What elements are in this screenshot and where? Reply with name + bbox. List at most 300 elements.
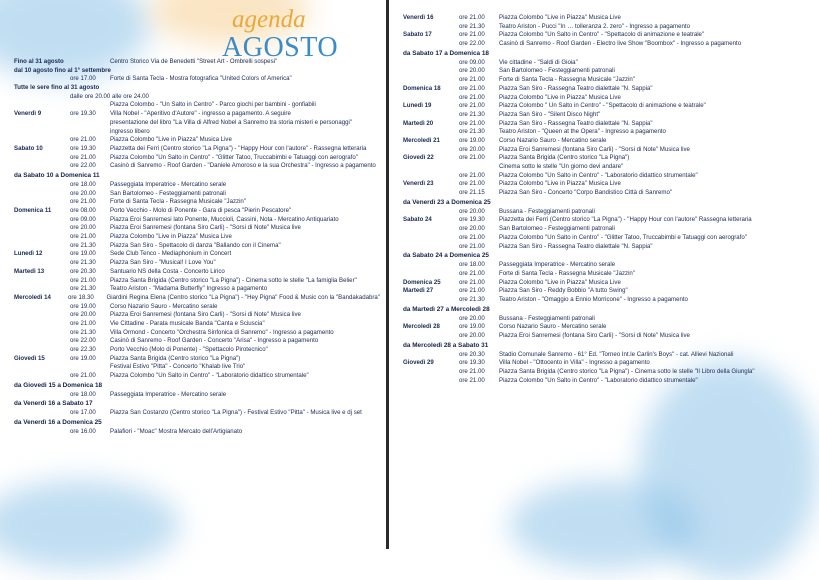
event-day: Giovedì 22 [403,154,434,162]
event-description: Piazza Eroi Sanremesi (fontana Siro Carli) - "Sorsi di Note" Musica live [499,145,690,153]
event-day [14,233,70,242]
event-day [403,189,459,198]
event-description: Corso Nazario Sauro - Mercatino serale [499,136,607,144]
event-time: ore 20.00 [70,189,96,197]
event-time: ore 21.00 [459,278,485,286]
event-description: Forte di Santa Tecla - Mostra fotografica "United Colors of America" [110,75,292,83]
event-day: Venerdì 9 [14,110,42,118]
event-day [403,332,459,341]
event-time: ore 21.30 [459,128,485,136]
watercolor-wash-bottom-center [509,480,699,570]
event-day [403,296,459,305]
event-time: ore 21.15 [459,189,485,197]
event-description: Piazza Colombo "Un Salto in Centro" - "Glitter Tatoo, Truccabimbi e Tatuaggi con aerografo" [499,233,747,241]
event-row [14,181,380,190]
event-time: ore 18.00 [459,261,485,269]
event-time: ore 19.30 [70,110,96,118]
event-row [14,372,380,381]
event-day [403,208,459,217]
event-time: ore 21.00 [459,84,485,92]
event-row [14,67,380,76]
event-time [70,119,110,128]
event-day [14,119,70,128]
date-range-heading: da Venerdì 16 a Sabato 17 [14,400,93,408]
event-description: Casinò di Sanremo - Roof Garden - "Daniele Amoroso e la sua Orchestra" - Ingresso a pagamento [110,162,376,170]
event-time [70,101,110,110]
event-time: ore 16.00 [70,428,96,436]
event-time: ore 19.30 [70,144,96,152]
event-row [14,242,380,251]
event-time: ore 21.00 [70,276,96,284]
date-range-heading: da Sabato 24 a Domenica 25 [403,252,489,260]
event-time: ore 21.00 [459,154,485,162]
event-row [14,101,380,110]
event-day: Tutte le sere fino al 31 agosto [14,84,100,92]
watercolor-wash-bottom-left [0,480,180,570]
event-description: Sede Club Tenco - Mediaphonium in Concert [110,250,232,258]
event-time: ore 21.30 [459,295,485,303]
event-day [14,224,70,233]
event-day [14,329,70,338]
event-day: Fino al 31 agosto [14,58,64,65]
event-row [14,162,380,171]
event-day [14,346,70,355]
event-time [70,67,110,76]
event-description: San Bartolomeo - Festeggiamenti patronali [110,189,226,197]
event-description: Piazza San Siro - "Silent Disco Night" [499,110,601,118]
event-description: Teatro Ariston - "Omaggio a Ennio Morricone" - Ingresso a pagamento [499,295,688,303]
event-description: Piazza San Costanzo (Centro storico "La Pigna") - Festival Estivo "Pitta" - Musica live e dj set [110,409,362,417]
event-row [403,94,769,103]
event-day [403,94,459,103]
left-page [0,0,386,549]
event-day [14,136,70,145]
right-event-list [403,14,769,385]
event-row [14,233,380,242]
event-day: Martedì 20 [403,119,434,127]
event-time: ore 21.00 [459,180,485,188]
event-description: Forte di Santa Tecla - Rassegna Musicale "Jazzin" [499,76,635,84]
event-day [403,163,459,172]
event-time: ore 21.00 [459,14,485,21]
event-time: ore 20.00 [459,67,485,75]
event-description: Stadio Comunale Sanremo - 61° Ed. "Torneo Int.le Carlin's Boys" - cat. Allievi Nazionali [499,350,734,358]
event-row [14,136,380,145]
event-time: ore 20.00 [70,311,96,319]
event-day [14,162,70,171]
event-day: Mercoledì 28 [403,323,440,331]
event-row [14,355,380,364]
event-row [403,270,769,279]
event-description: Vie cittadine - "Saldi di Gioia" [499,58,578,66]
event-day [403,351,459,360]
event-description: Teatro Ariston - "Madama Butterfly" Ingresso a pagamento [110,285,268,293]
event-description: Piazza Colombo "Live in Piazza" Musica Live [110,233,232,241]
event-description: Piazza Colombo "Live in Piazza" Musica Live [499,14,621,21]
event-time: ore 21.30 [459,22,485,30]
event-description: Giardini Regina Elena (Centro storico "La Pigna") - "Hey Pigna" Food & Music con la "Bandakadabra" [106,293,380,301]
event-description: Piazza Santa Brigida (Centro storico "La Pigna") - Cinema sotto le stelle "La famiglia Belier" [110,276,357,284]
event-description: Piazza Colombo "Un Salto in Centro" - "Laboratorio didattico strumentale" [499,376,698,384]
event-row [403,128,769,137]
event-row [403,146,769,155]
event-row [403,332,769,341]
event-row [14,428,380,437]
event-row [403,31,769,40]
event-time: ore 21.00 [459,376,485,384]
event-description: Casinò di Sanremo - Roof Garden - Concerto "Arisa" - Ingresso a pagamento [110,337,319,345]
event-day [14,198,70,207]
event-time: ore 20.00 [459,145,485,153]
event-time: ore 18.00 [70,390,96,398]
event-day [14,75,70,84]
date-range-heading: da Giovedì 15 a Domenica 18 [14,381,103,389]
event-row [14,145,380,154]
event-row [403,315,769,324]
event-description: Forte di Santa Tecla - Rassegna Musicale "Jazzin" [110,198,246,206]
event-description: Piazza Colombo "Un Salto in Centro" - "Laboratorio didattico strumentale" [110,372,309,380]
event-description: Porto Vecchio - Molo di Ponente - Gara di pesca "Pierin Pescatore" [110,207,292,214]
event-row [403,59,769,68]
event-day: Domenica 11 [14,207,52,214]
event-description: Villa Ormond - Concerto "Orchestra Sinfonica di Sanremo" - Ingresso a pagamento [110,328,334,336]
event-day [14,101,70,110]
month-title: AGOSTO [222,32,339,63]
date-range-heading: da Venerdì 16 a Domenica 25 [14,419,102,427]
event-description: Passeggiata Imperatrice - Mercatino serale [110,180,227,188]
event-row [14,110,380,119]
event-description: Piazza Colombo - "Un Salto in Centro" - Parco giochi per bambini - gonfiabili [110,101,316,109]
event-time: ore 20.00 [459,332,485,339]
date-range-heading: da Mercoledì 28 a Sabato 31 [403,341,489,349]
event-day [403,40,459,49]
event-row [14,294,380,303]
event-day: Lunedì 19 [403,102,432,110]
event-description: ingresso libero [110,127,150,135]
event-row [403,23,769,32]
event-time: ore 20.30 [70,267,96,275]
event-time: ore 19.00 [70,354,96,362]
event-day: Mercoledì 14 [14,293,51,301]
event-description: Piazza San Siro - Spettacolo di danza "Ballando con il Cinema" [110,241,281,249]
event-row [403,225,769,234]
event-row [14,128,380,137]
event-description: presentazione del libro "La Villa di Alfred Nobel a Sanremo tra storia misteri e personaggi" [110,118,352,126]
event-description: Palafiori - "Moac" Mostra Mercato dell'Artigianato [110,428,243,436]
event-time: ore 20.30 [459,350,485,358]
event-day [14,337,70,346]
event-description: Piazza San Siro - Rassegna Teatro dialettale "N. Sappia" [499,119,653,127]
event-row [403,216,769,225]
event-row [14,259,380,268]
event-day [403,59,459,68]
event-day [403,315,459,324]
event-row [403,180,769,189]
event-day [14,409,70,418]
event-description: Corso Nazario Sauro - Mercatino serale [110,302,218,310]
event-day [403,67,459,76]
event-description: Piazzetta dei Ferri (Centro storico "La Pigna") - "Happy Hour con l'autore" - Rassegna letteraria [110,144,367,152]
event-time [70,363,110,372]
event-description: Corso Nazario Sauro - Mercatino serale [499,323,607,331]
event-row [14,363,380,372]
event-description: Piazza Colombo "Un Salto in Centro" - "Glitter Tatoo, Truccabimbi e Tatuaggi con aerografo" [110,153,358,161]
event-row [14,391,380,400]
event-description: Piazza Eroi Sanremesi (fontana Siro Carli) - "Sorsi di Note" Musica live [499,332,690,339]
date-range-heading: da Sabato 17 a Domenica 18 [403,49,489,57]
event-time: ore 17.00 [70,75,96,83]
event-row [403,261,769,270]
event-day: Martedì 27 [403,287,434,295]
event-day [14,320,70,329]
event-row [403,67,769,76]
event-description: Piazza San Siro - "Musical! I Love You" [110,259,216,267]
event-row [403,120,769,129]
event-row [14,320,380,329]
event-description: Festival Estivo "Pitta" - Concerto "Khalab live Trio" [110,363,246,371]
event-day [14,216,70,225]
event-time: ore 18.30 [67,293,94,301]
event-day: Domenica 25 [403,278,441,286]
event-row [14,93,380,102]
event-day [14,93,70,102]
event-time: ore 22.00 [70,337,96,345]
event-row [14,58,380,67]
event-description: Vie Cittadine - Parata musicale Banda "Canta e Sciuscia" [110,319,265,327]
event-description: Santuario NS della Costa - Concerto Lirico [110,267,225,275]
event-time: ore 20.00 [459,207,485,215]
event-day [14,242,70,251]
event-time: ore 19.00 [459,136,485,144]
event-description: San Bartolomeo - Festeggiamenti patronali [499,225,615,233]
event-time: ore 17.00 [70,409,96,417]
event-row [14,346,380,355]
event-time: ore 19.00 [70,302,96,310]
event-day: Sabato 24 [403,216,432,224]
event-description: Piazza Colombo " Un Salto in Centro" - "Spettacolo di animazione e teatrale" [499,102,706,110]
event-time: ore 21.00 [70,372,96,380]
event-time: ore 21.00 [70,153,96,161]
event-time: ore 21.30 [70,285,96,293]
event-row [14,268,380,277]
event-description: Forte di Santa Tecla - Rassegna Musicale "Jazzin" [499,269,635,277]
event-day [14,190,70,199]
agenda-script-title: agenda [232,6,306,33]
event-time: ore 21.30 [70,259,96,267]
date-range-heading: da Martedì 27 a Mercoledì 28 [403,305,490,313]
event-row [14,216,380,225]
event-row [403,137,769,146]
event-time [70,128,110,137]
event-day [403,111,459,120]
event-day [14,277,70,286]
event-description [110,67,380,76]
event-day: Giovedì 29 [403,359,434,367]
event-day: Sabato 10 [14,144,43,152]
event-description: Piazza Eroi Sanremesi (fontana Siro Carli) - "Sorsi di Note" Musica live [110,224,301,232]
event-time: ore 22.00 [459,40,485,48]
event-time: ore 21.30 [70,328,96,336]
event-time: ore 21.00 [70,198,96,206]
event-description: Porto Vecchio (Molo di Ponente) - "Spettacolo Pirotecnico" [110,346,268,353]
event-row [14,277,380,286]
event-row [14,285,380,294]
event-description: San Bartolomeo - Festeggiamenti patronali [499,67,615,75]
event-day: Mercoledì 21 [403,136,440,144]
event-description: Passeggiata Imperatrice - Mercatino serale [110,390,227,398]
event-day: Venerdì 23 [403,180,434,188]
event-description: Piazza Eroi Sanremesi (fontana Siro Carli) - "Sorsi di Note" Musica live [110,311,301,319]
event-description: Cinema sotto le stelle "Un giorno devi andare" [499,163,624,170]
event-time: ore 19.30 [459,359,485,367]
event-time: ore 21.00 [459,269,485,277]
event-time: ore 21.00 [70,319,96,327]
event-description [110,93,380,102]
event-time: ore 22.00 [70,162,96,170]
event-day [14,363,70,372]
event-row [403,243,769,252]
event-time: ore 21.00 [459,233,485,241]
event-day: Venerdì 16 [403,14,434,21]
event-row [14,119,380,128]
event-time: ore 19.00 [70,250,96,258]
event-row [14,337,380,346]
event-row [403,208,769,217]
event-day [403,146,459,155]
event-day [14,285,70,294]
event-row [403,279,769,288]
event-day [14,372,70,381]
event-time: ore 21.00 [70,136,96,144]
event-row [403,296,769,305]
event-time: ore 21.00 [459,242,485,250]
agenda-header [0,4,386,64]
event-time: ore 21.30 [459,110,485,118]
event-day [14,154,70,163]
event-description: Villa Nobel - "Ottocento in Villa" - Ingresso a pagamento [499,359,650,367]
event-row [403,40,769,49]
event-day [403,368,459,377]
event-row [403,111,769,120]
event-row [14,190,380,199]
event-day [403,23,459,32]
event-day [14,391,70,400]
event-day [14,128,70,137]
event-day: Lunedì 12 [14,250,43,258]
event-day [403,234,459,243]
event-description: Passeggiata Imperatrice - Mercatino serale [499,261,616,269]
event-row [14,311,380,320]
left-event-list [14,58,380,437]
event-time: ore 20.00 [459,314,485,322]
event-row [14,224,380,233]
event-time [459,163,499,172]
event-day [14,259,70,268]
event-time: ore 18.00 [70,180,96,188]
event-description: Piazza Santa Brigida (Centro storico "La Pigna") - Cinema sotto le stelle "Il Libro della Giungla" [499,368,755,376]
event-description: Villa Nobel - "Aperitivo d'Autore" - ingresso a pagamento. A seguire [110,110,291,118]
event-day [403,243,459,252]
event-row [403,323,769,332]
event-day [403,261,459,270]
event-description: Piazza Colombo "Un Salto in Centro" - "Laboratorio didattico strumentale" [499,171,698,179]
event-day [403,172,459,181]
event-time: ore 08.00 [70,207,96,214]
event-row [403,287,769,296]
event-time: ore 21.00 [459,119,485,127]
event-row [403,377,769,386]
event-time: dalle ore 20.00 alle ore 24.00 [70,92,149,100]
event-row [403,14,769,23]
event-time: ore 20.00 [70,224,96,232]
event-day [14,311,70,320]
event-day [14,181,70,190]
event-time [70,84,110,93]
event-description: Piazza Colombo "Live in Piazza" Musica Live [499,180,621,188]
event-time: ore 21.00 [459,76,485,84]
event-row [14,409,380,418]
event-description: Piazzetta dei Ferri (Centro storico "La Pigna") - "Happy Hour con l'autore" Rassegna letteraria [499,216,752,224]
date-range-heading: da Sabato 10 a Domenica 11 [14,171,100,179]
event-day [403,128,459,137]
event-time: ore 21.00 [459,171,485,179]
event-description: Teatro Ariston - "Queen at the Opera" - Ingresso a pagamento [499,128,666,136]
event-time: ore 22.30 [70,346,96,353]
event-time: ore 19.00 [459,323,485,331]
event-day: Martedì 13 [14,267,45,275]
event-description: Piazza San Siro - Rassegna Teatro dialettale "N. Sappia" [499,84,653,92]
event-description: Casinò di Sanremo - Roof Garden - Electro live Show "Boombox" - Ingresso a pagamento [499,40,742,48]
event-time: ore 21.00 [459,368,485,376]
event-day: Domenica 18 [403,84,441,92]
event-description: Piazza Colombo "Un Salto in Centro" - "Spettacolo di animazione e teatrale" [499,31,705,39]
event-day: Giovedì 15 [14,354,45,362]
event-day: dal 10 agosto fino al 1° settembre [14,66,111,74]
event-description: Piazza Eroi Sanremesi lato Ponente, Muccioli, Cassini, Nota - Mercatino Antiquariato [110,215,339,223]
event-row [14,207,380,216]
event-row [403,351,769,360]
event-description: Piazza Colombo "Live in Piazza" Musica Live [499,93,621,101]
event-description: Piazza Colombo "Live in Piazza" Musica Live [499,278,621,286]
event-day [403,76,459,85]
event-day [403,270,459,279]
event-row [403,359,769,368]
event-time: ore 09.00 [70,215,96,223]
event-day [403,377,459,386]
event-day [403,225,459,234]
event-time: ore 19.30 [459,216,485,224]
event-time: ore 21.00 [70,233,96,241]
event-time: ore 21.00 [459,287,485,295]
event-row [403,85,769,94]
event-day [14,428,70,437]
event-description: Piazza San Siro - Rassegna Teatro dialettale "N. Sappia" [499,242,653,250]
event-day [14,303,70,312]
date-range-heading: da Venerdì 23 a Domenica 25 [403,198,491,206]
event-description: Piazza San Siro - Reddy Bobbio "A tutto Swing" [499,287,628,295]
event-row [14,329,380,338]
event-description: Bussana - Festeggiamenti patronali [499,314,595,322]
event-row [14,154,380,163]
event-description: Teatro Ariston - Pucci "In … tolleranza 2. zero" - Ingresso a pagamento [499,22,690,30]
event-row [14,75,380,84]
event-time: ore 21.30 [70,241,96,249]
event-description: Piazza Santa Brigida (Centro storico "La Pigna") [499,154,630,162]
event-time: ore 09.00 [459,58,485,66]
event-time: ore 21.00 [459,102,485,110]
event-row [403,154,769,163]
event-row [14,84,380,93]
